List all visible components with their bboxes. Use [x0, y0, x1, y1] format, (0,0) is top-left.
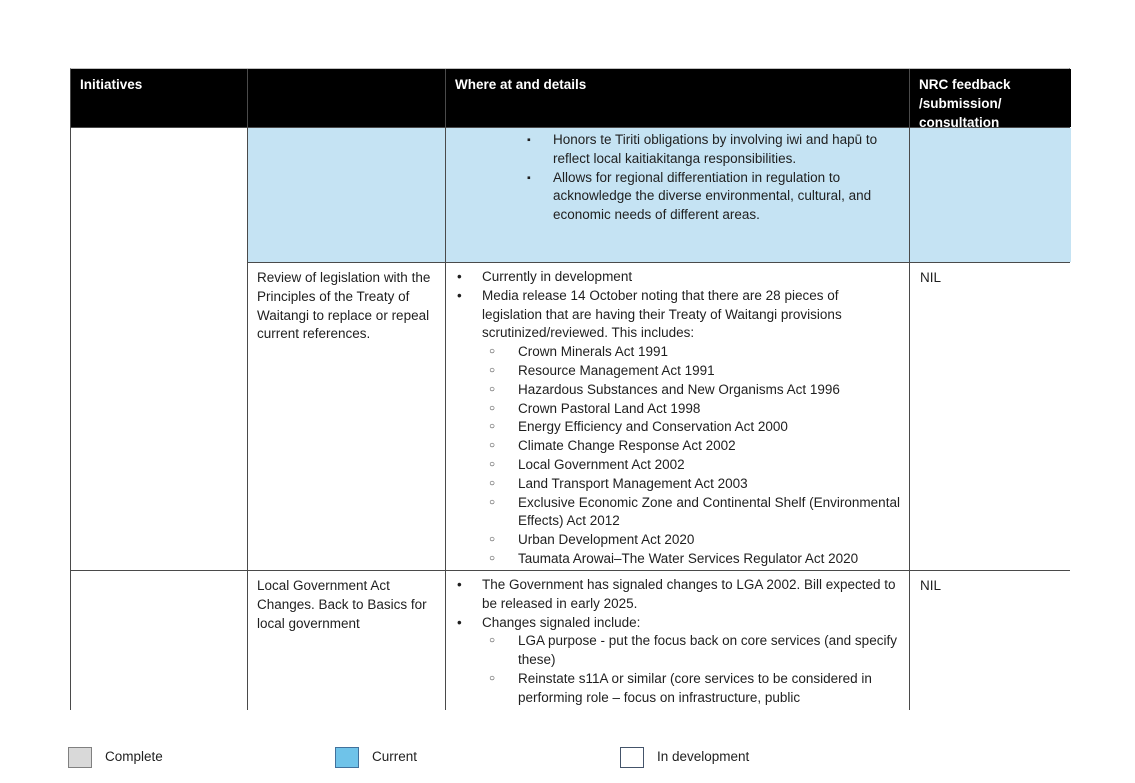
status-table — [70, 68, 1070, 710]
list-item-text: Crown Pastoral Land Act 1998 — [518, 400, 701, 416]
list-item-text: Taumata Arowai–The Water Services Regulator Act 2020 — [518, 550, 859, 566]
initiative-group-cell-empty — [71, 128, 247, 570]
bullet-circle-icon: ○ — [489, 383, 496, 395]
list-item-text: Climate Change Response Act 2002 — [518, 438, 736, 454]
list-item-text: Local Government Act 2002 — [518, 456, 685, 472]
bullet-disc-icon: • — [457, 614, 462, 630]
bullet-circle-icon: ○ — [489, 346, 496, 358]
list-item — [446, 494, 909, 532]
list-item — [446, 614, 909, 633]
bullet-circle-icon: ○ — [489, 402, 496, 414]
legend-label: In development — [657, 749, 750, 764]
list-item-text: Currently in development — [482, 269, 633, 284]
bullet-circle-icon: ○ — [489, 672, 496, 684]
column-header-initiatives: Initiatives — [71, 69, 247, 127]
list-item — [446, 550, 909, 569]
list-item — [446, 131, 909, 169]
list-item — [446, 343, 909, 362]
column-header-details: Where at and details — [446, 69, 909, 127]
list-item — [446, 268, 909, 287]
list-item-text: Honors te Tiriti obligations by involving iwi and hapū to reflect local kaitiakitanga responsibilities. — [553, 132, 878, 166]
legend-item-complete — [68, 744, 163, 770]
legend-label: Current — [372, 749, 418, 764]
list-item-text: LGA purpose - put the focus back on core services (and specify these) — [518, 633, 897, 668]
list-item-text: Media release 14 October noting that there are 28 pieces of legislation that are having their Treaty of Waitangi provisions scrutinized/reviewed. This includes: — [482, 287, 842, 341]
feedback-cell — [910, 128, 1071, 262]
initiative-cell: Review of legislation with the Principles of the Treaty of Waitangi to replace or repeal current references. — [248, 263, 445, 570]
list-item-text: Exclusive Economic Zone and Continental Shelf (Environmental Effects) Act 2012 — [518, 494, 900, 529]
bullet-square-icon: ▪ — [527, 134, 531, 146]
list-item — [446, 418, 909, 437]
bullet-circle-icon: ○ — [489, 364, 496, 376]
list-item — [446, 456, 909, 475]
bullet-circle-icon: ○ — [489, 635, 496, 647]
bullet-circle-icon: ○ — [489, 458, 496, 470]
details-cell — [446, 263, 909, 570]
list-item — [446, 437, 909, 456]
list-item-text: Energy Efficiency and Conservation Act 2000 — [518, 419, 788, 435]
list-item-text: Hazardous Substances and New Organisms Act 1996 — [518, 381, 840, 397]
list-item-text: Urban Development Act 2020 — [518, 532, 695, 548]
bullet-circle-icon: ○ — [489, 421, 496, 433]
list-item — [446, 531, 909, 550]
legend-item-current — [335, 744, 417, 770]
bullet-square-icon: ▪ — [527, 171, 531, 184]
list-item — [446, 362, 909, 381]
bullet-circle-icon: ○ — [489, 477, 496, 489]
list-item — [446, 670, 909, 708]
column-header-feedback: NRC feedback /submission/ consultation — [910, 69, 1071, 127]
bullet-circle-icon: ○ — [489, 440, 496, 452]
bullet-disc-icon: • — [457, 287, 462, 303]
list-item-text: The Government has signaled changes to LGA 2002. Bill expected to be released in early 2025. — [482, 577, 896, 611]
list-item — [446, 287, 909, 343]
list-item-text: Reinstate s11A or similar (core services to be considered in performing role – focus on infrastructure, public — [518, 670, 872, 705]
bullet-disc-icon: • — [457, 577, 462, 592]
list-item — [446, 381, 909, 400]
bullet-circle-icon: ○ — [489, 552, 496, 564]
legend-label: Complete — [105, 749, 163, 764]
initiative-cell-empty-current — [248, 128, 445, 262]
list-item — [446, 632, 909, 670]
in-development-swatch-icon — [620, 747, 644, 768]
column-header-initiatives-spacer — [248, 69, 445, 127]
complete-swatch-icon — [68, 747, 92, 768]
bullet-disc-icon: • — [457, 269, 462, 284]
list-item-text: Resource Management Act 1991 — [518, 362, 715, 378]
list-item — [446, 169, 909, 225]
list-item-text: Land Transport Management Act 2003 — [518, 475, 748, 491]
feedback-cell: NIL — [910, 263, 1071, 570]
list-item — [446, 400, 909, 419]
details-cell — [446, 128, 909, 262]
status-legend — [0, 744, 1135, 770]
bullet-circle-icon: ○ — [489, 534, 496, 546]
list-item — [446, 576, 909, 614]
list-item-text: Changes signaled include: — [482, 614, 641, 630]
list-item — [446, 475, 909, 494]
list-item-text: Crown Minerals Act 1991 — [518, 344, 669, 360]
initiative-group-cell-empty — [71, 571, 247, 711]
current-swatch-icon — [335, 747, 359, 768]
list-item-text: Allows for regional differentiation in regulation to acknowledge the diverse environmental, cultural, and economic needs of different areas. — [553, 169, 872, 223]
legend-item-in-development — [620, 744, 749, 770]
details-cell — [446, 571, 909, 711]
initiative-cell: Local Government Act Changes. Back to Basics for local government — [248, 571, 445, 711]
bullet-circle-icon: ○ — [489, 496, 496, 508]
feedback-cell: NIL — [910, 571, 1071, 711]
